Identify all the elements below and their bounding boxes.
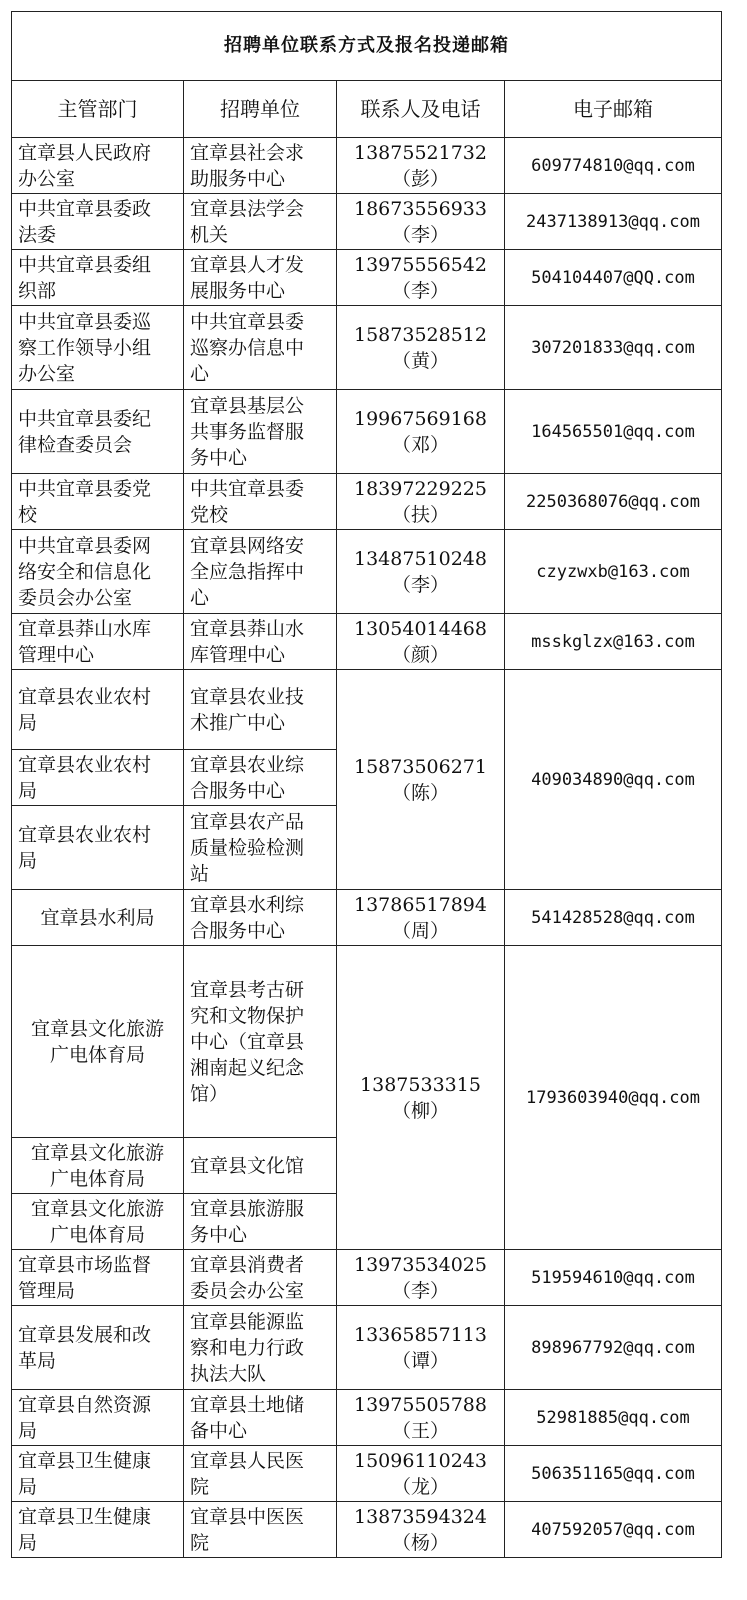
unit-cell-line: 心	[190, 586, 210, 609]
dept-cell	[12, 306, 184, 390]
table-row	[12, 946, 722, 1138]
dept-cell-line: 织部	[18, 279, 57, 302]
header-contact: 联系人及电话	[337, 81, 505, 138]
dept-cell-line: 宜章县农业农村	[18, 753, 152, 776]
contact-cell	[337, 530, 505, 614]
unit-cell	[184, 194, 337, 250]
dept-cell	[12, 194, 184, 250]
dept-cell	[12, 614, 184, 670]
dept-cell-line: 局	[18, 1531, 38, 1554]
contact-phone: 13054014468	[354, 617, 487, 640]
email-cell: 2250368076@qq.com	[505, 474, 722, 530]
dept-cell-line: 察工作领导小组	[18, 336, 152, 359]
contact-cell	[337, 194, 505, 250]
contact-phone: 1387533315	[360, 1073, 481, 1096]
email-cell: 541428528@qq.com	[505, 890, 722, 946]
unit-cell	[184, 1446, 337, 1502]
dept-cell-line: 宜章县莽山水库	[18, 617, 152, 640]
table-row	[12, 250, 722, 306]
dept-cell-line: 宜章县市场监督	[18, 1253, 152, 1276]
email-cell: 609774810@qq.com	[505, 138, 722, 194]
unit-cell	[184, 250, 337, 306]
unit-cell	[184, 390, 337, 474]
contact-person: （扶）	[391, 503, 449, 526]
dept-cell-line: 广电体育局	[49, 1167, 145, 1190]
dept-cell-line: 中共宜章县委党	[18, 477, 152, 500]
dept-cell-line: 中共宜章县委组	[18, 253, 152, 276]
unit-cell-line: 宜章县消费者	[190, 1253, 305, 1276]
dept-cell-line: 宜章县农业农村	[18, 685, 152, 708]
dept-cell	[12, 670, 184, 750]
dept-cell	[12, 1502, 184, 1558]
header-email: 电子邮箱	[505, 81, 722, 138]
contact-cell	[337, 670, 505, 890]
contact-person: （杨）	[391, 1531, 449, 1554]
dept-cell-line: 委员会办公室	[18, 586, 133, 609]
contact-phone: 18397229225	[354, 477, 487, 500]
email-cell: 164565501@qq.com	[505, 390, 722, 474]
dept-cell-line: 法委	[18, 223, 57, 246]
dept-cell	[12, 474, 184, 530]
unit-cell-line: 宜章县水利综	[190, 893, 305, 916]
unit-cell	[184, 1194, 337, 1250]
dept-cell-line: 广电体育局	[49, 1043, 145, 1066]
email-cell: 898967792@qq.com	[505, 1306, 722, 1390]
contact-cell	[337, 890, 505, 946]
contact-cell	[337, 390, 505, 474]
dept-cell	[12, 750, 184, 806]
contact-person: （李）	[391, 1279, 449, 1302]
unit-cell-line: 察和电力行政	[190, 1336, 305, 1359]
contact-cell	[337, 1390, 505, 1446]
dept-cell-line: 络安全和信息化	[18, 560, 152, 583]
unit-cell-line: 合服务中心	[190, 919, 286, 942]
unit-cell	[184, 1502, 337, 1558]
table-row	[12, 614, 722, 670]
contact-person: （李）	[391, 279, 449, 302]
contact-person: （颜）	[391, 643, 449, 666]
email-cell: 2437138913@qq.com	[505, 194, 722, 250]
unit-cell-line: 宜章县旅游服	[190, 1197, 305, 1220]
dept-cell	[12, 530, 184, 614]
header-unit: 招聘单位	[184, 81, 337, 138]
unit-cell-line: 宜章县莽山水	[190, 617, 305, 640]
recruitment-contact-table	[11, 11, 722, 1558]
contact-cell	[337, 1306, 505, 1390]
email-cell: 1793603940@qq.com	[505, 946, 722, 1250]
unit-cell	[184, 530, 337, 614]
email-cell: 519594610@qq.com	[505, 1250, 722, 1306]
contact-phone: 19967569168	[354, 407, 487, 430]
unit-cell-line: 宜章县人才发	[190, 253, 305, 276]
unit-cell-line: 巡察办信息中	[190, 336, 305, 359]
contact-person: （陈）	[391, 781, 449, 804]
dept-cell-line: 中共宜章县委纪	[18, 407, 152, 430]
unit-cell-line: 宜章县基层公	[190, 394, 305, 417]
unit-cell-line: 宜章县文化馆	[190, 1154, 305, 1177]
table-row	[12, 474, 722, 530]
unit-cell-line: 宜章县中医医	[190, 1505, 305, 1528]
unit-cell	[184, 1250, 337, 1306]
unit-cell	[184, 750, 337, 806]
unit-cell-line: 宜章县人民医	[190, 1449, 305, 1472]
contact-phone: 15873528512	[354, 323, 487, 346]
table-row	[12, 138, 722, 194]
unit-cell-line: 术推广中心	[190, 711, 286, 734]
email-cell: 407592057@qq.com	[505, 1502, 722, 1558]
contact-person: （李）	[391, 223, 449, 246]
dept-cell-line: 律检查委员会	[18, 433, 133, 456]
contact-person: （周）	[391, 919, 449, 942]
dept-cell-line: 宜章县卫生健康	[18, 1449, 152, 1472]
dept-cell-line: 中共宜章县委网	[18, 534, 152, 557]
dept-cell-line: 宜章县发展和改	[18, 1323, 152, 1346]
dept-cell-line: 局	[18, 1419, 38, 1442]
contact-cell	[337, 1502, 505, 1558]
unit-cell-line: 合服务中心	[190, 779, 286, 802]
unit-cell-line: 共事务监督服	[190, 420, 305, 443]
dept-cell-line: 宜章县农业农村	[18, 823, 152, 846]
unit-cell-line: 备中心	[190, 1419, 248, 1442]
unit-cell	[184, 890, 337, 946]
dept-cell	[12, 1446, 184, 1502]
unit-cell-line: 中共宜章县委	[190, 310, 305, 333]
dept-cell-line: 宜章县水利局	[40, 906, 155, 929]
table-row	[12, 390, 722, 474]
table-row	[12, 1446, 722, 1502]
dept-cell	[12, 1306, 184, 1390]
dept-cell-line: 广电体育局	[49, 1223, 145, 1246]
table-row	[12, 890, 722, 946]
contact-phone: 18673556933	[354, 197, 487, 220]
contact-phone: 13873594324	[354, 1505, 487, 1528]
unit-cell-line: 宜章县农业技	[190, 685, 305, 708]
unit-cell-line: 宜章县土地储	[190, 1393, 305, 1416]
unit-cell	[184, 806, 337, 890]
table-row	[12, 670, 722, 750]
dept-cell-line: 校	[18, 503, 38, 526]
contact-cell	[337, 250, 505, 306]
contact-cell	[337, 138, 505, 194]
dept-cell	[12, 250, 184, 306]
email-cell: msskglzx@163.com	[505, 614, 722, 670]
unit-cell-line: 宜章县法学会	[190, 197, 305, 220]
unit-cell-line: 馆）	[190, 1082, 229, 1105]
dept-cell-line: 管理中心	[18, 643, 95, 666]
email-cell: 504104407@QQ.com	[505, 250, 722, 306]
table-title: 招聘单位联系方式及报名投递邮箱	[12, 12, 722, 81]
contact-cell	[337, 946, 505, 1250]
unit-cell	[184, 474, 337, 530]
dept-cell-line: 宜章县文化旅游	[30, 1197, 164, 1220]
email-cell: 506351165@qq.com	[505, 1446, 722, 1502]
unit-cell	[184, 1138, 337, 1194]
unit-cell-line: 院	[190, 1531, 210, 1554]
unit-cell	[184, 306, 337, 390]
header-dept: 主管部门	[12, 81, 184, 138]
dept-cell-line: 局	[18, 711, 38, 734]
contact-cell	[337, 614, 505, 670]
dept-cell	[12, 806, 184, 890]
unit-cell-line: 宜章县农业综	[190, 753, 305, 776]
unit-cell	[184, 670, 337, 750]
unit-cell-line: 湘南起义纪念	[190, 1056, 305, 1079]
dept-cell-line: 局	[18, 849, 38, 872]
dept-cell-line: 办公室	[18, 167, 76, 190]
table-row	[12, 1502, 722, 1558]
unit-cell-line: 质量检验检测	[190, 836, 305, 859]
unit-cell-line: 务中心	[190, 446, 248, 469]
table-row	[12, 194, 722, 250]
dept-cell	[12, 890, 184, 946]
dept-cell-line: 宜章县人民政府	[18, 141, 152, 164]
dept-cell	[12, 946, 184, 1138]
unit-cell-line: 库管理中心	[190, 643, 286, 666]
table-row	[12, 1390, 722, 1446]
unit-cell	[184, 614, 337, 670]
unit-cell-line: 机关	[190, 223, 229, 246]
contact-phone: 13875521732	[354, 141, 487, 164]
unit-cell-line: 助服务中心	[190, 167, 286, 190]
unit-cell-line: 宜章县社会求	[190, 141, 305, 164]
dept-cell-line: 宜章县文化旅游	[30, 1141, 164, 1164]
contact-phone: 13973534025	[354, 1253, 487, 1276]
dept-cell-line: 办公室	[18, 362, 76, 385]
unit-cell-line: 心	[190, 362, 210, 385]
unit-cell-line: 院	[190, 1475, 210, 1498]
unit-cell	[184, 946, 337, 1138]
contact-phone: 13487510248	[354, 547, 487, 570]
dept-cell	[12, 138, 184, 194]
contact-cell	[337, 474, 505, 530]
contact-phone: 13365857113	[354, 1323, 487, 1346]
contact-cell	[337, 306, 505, 390]
unit-cell	[184, 1306, 337, 1390]
dept-cell-line: 管理局	[18, 1279, 76, 1302]
unit-cell	[184, 1390, 337, 1446]
contact-person: （李）	[391, 573, 449, 596]
unit-cell-line: 宜章县农产品	[190, 810, 305, 833]
dept-cell-line: 宜章县自然资源	[18, 1393, 152, 1416]
unit-cell-line: 党校	[190, 503, 229, 526]
contact-person: （谭）	[391, 1349, 449, 1372]
email-cell: 307201833@qq.com	[505, 306, 722, 390]
unit-cell-line: 展服务中心	[190, 279, 286, 302]
contact-phone: 13786517894	[354, 893, 487, 916]
unit-cell-line: 执法大队	[190, 1362, 267, 1385]
unit-cell-line: 中共宜章县委	[190, 477, 305, 500]
unit-cell-line: 宜章县网络安	[190, 534, 305, 557]
dept-cell-line: 局	[18, 1475, 38, 1498]
contact-cell	[337, 1446, 505, 1502]
contact-person: （王）	[391, 1419, 449, 1442]
contact-person: （黄）	[391, 349, 449, 372]
dept-cell-line: 宜章县文化旅游	[30, 1017, 164, 1040]
unit-cell-line: 务中心	[190, 1223, 248, 1246]
dept-cell	[12, 1138, 184, 1194]
table-row	[12, 1250, 722, 1306]
dept-cell-line: 革局	[18, 1349, 57, 1372]
email-cell: czyzwxb@163.com	[505, 530, 722, 614]
contact-phone: 15873506271	[354, 755, 487, 778]
contact-phone: 13975556542	[354, 253, 487, 276]
contact-phone: 13975505788	[354, 1393, 487, 1416]
dept-cell	[12, 1390, 184, 1446]
table-row	[12, 306, 722, 390]
contact-cell	[337, 1250, 505, 1306]
unit-cell-line: 站	[190, 862, 210, 885]
dept-cell-line: 局	[18, 779, 38, 802]
unit-cell-line: 究和文物保护	[190, 1004, 305, 1027]
contact-person: （彭）	[391, 167, 449, 190]
unit-cell	[184, 138, 337, 194]
contact-person: （龙）	[391, 1475, 449, 1498]
dept-cell-line: 中共宜章县委政	[18, 197, 152, 220]
unit-cell-line: 中心（宜章县	[190, 1030, 305, 1053]
contact-person: （邓）	[391, 433, 449, 456]
contact-person: （柳）	[391, 1099, 449, 1122]
table-row	[12, 530, 722, 614]
dept-cell	[12, 1250, 184, 1306]
unit-cell-line: 委员会办公室	[190, 1279, 305, 1302]
dept-cell	[12, 390, 184, 474]
unit-cell-line: 宜章县能源监	[190, 1310, 305, 1333]
table-row	[12, 1306, 722, 1390]
email-cell: 52981885@qq.com	[505, 1390, 722, 1446]
unit-cell-line: 全应急指挥中	[190, 560, 305, 583]
dept-cell-line: 中共宜章县委巡	[18, 310, 152, 333]
unit-cell-line: 宜章县考古研	[190, 978, 305, 1001]
contact-phone: 15096110243	[354, 1449, 487, 1472]
dept-cell-line: 宜章县卫生健康	[18, 1505, 152, 1528]
dept-cell	[12, 1194, 184, 1250]
email-cell: 409034890@qq.com	[505, 670, 722, 890]
